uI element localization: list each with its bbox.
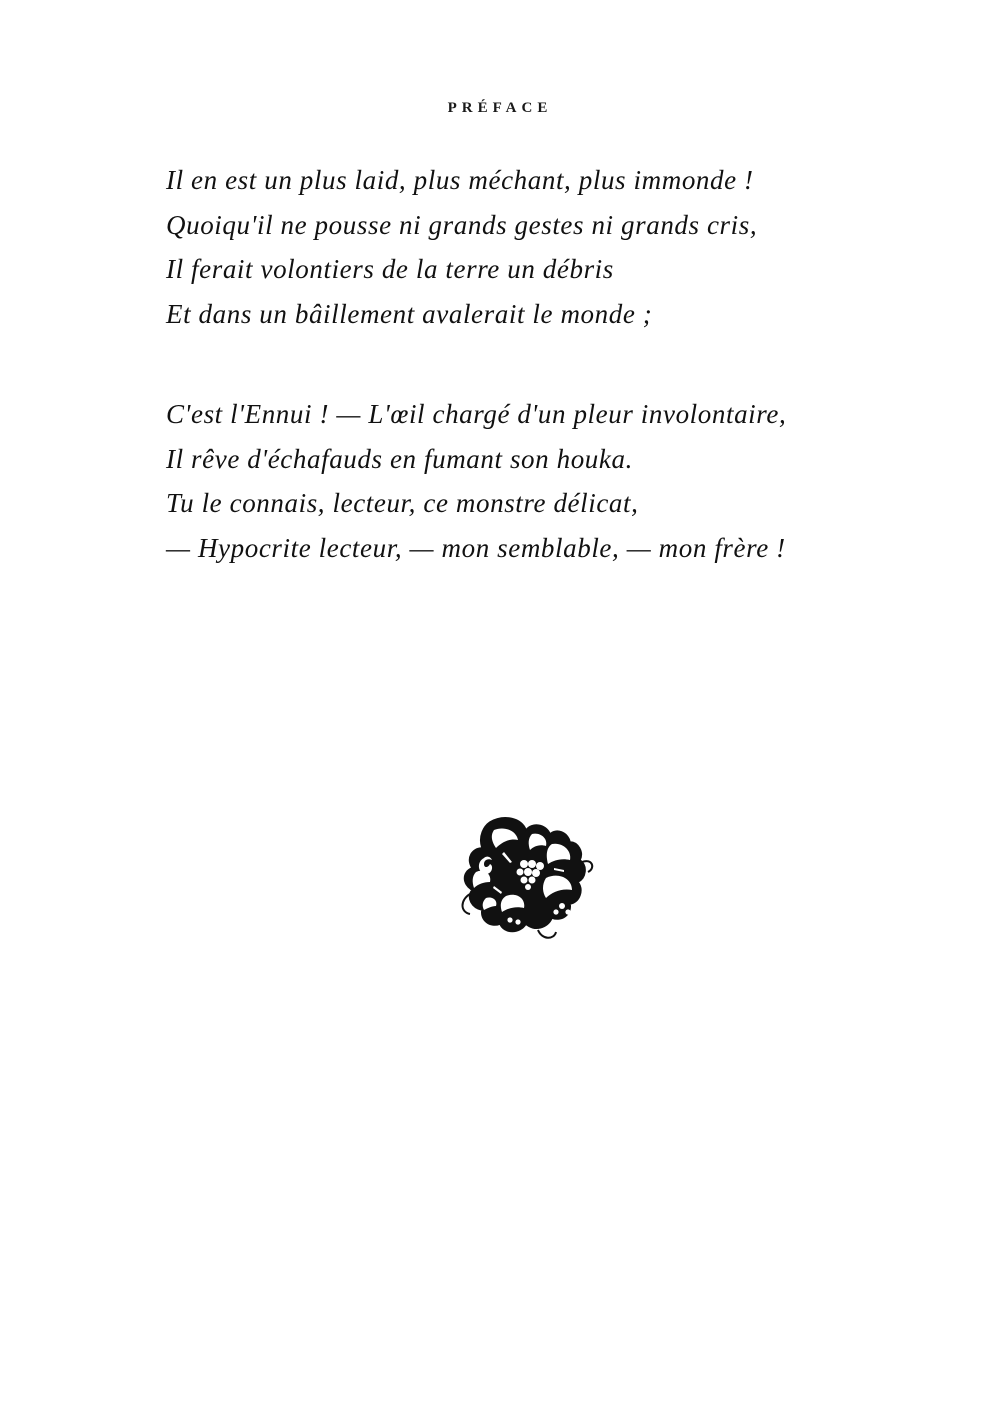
verse-line: Il ferait volontiers de la terre un débris <box>166 254 614 284</box>
verse-line: C'est l'Ennui ! — L'œil chargé d'un pleur involontaire, <box>166 399 787 429</box>
stanza-1 <box>166 158 906 336</box>
page-header: PRÉFACE <box>447 100 553 116</box>
verse-line: Et dans un bâillement avalerait le monde ; <box>166 298 653 329</box>
floral-vignette-icon <box>446 812 606 952</box>
verse-line: Il rêve d'échafauds en fumant son houka. <box>166 443 633 474</box>
verse-line: Il en est un plus laid, plus méchant, plus immonde ! <box>166 165 754 195</box>
verse-line: Quoiqu'il ne pousse ni grands gestes ni grands cris, <box>166 209 758 240</box>
stanza-2 <box>166 392 906 570</box>
verse-line: — Hypocrite lecteur, — mon semblable, — mon frère ! <box>166 532 786 563</box>
verse-line: Tu le connais, lecteur, ce monstre délicat, <box>166 488 639 518</box>
